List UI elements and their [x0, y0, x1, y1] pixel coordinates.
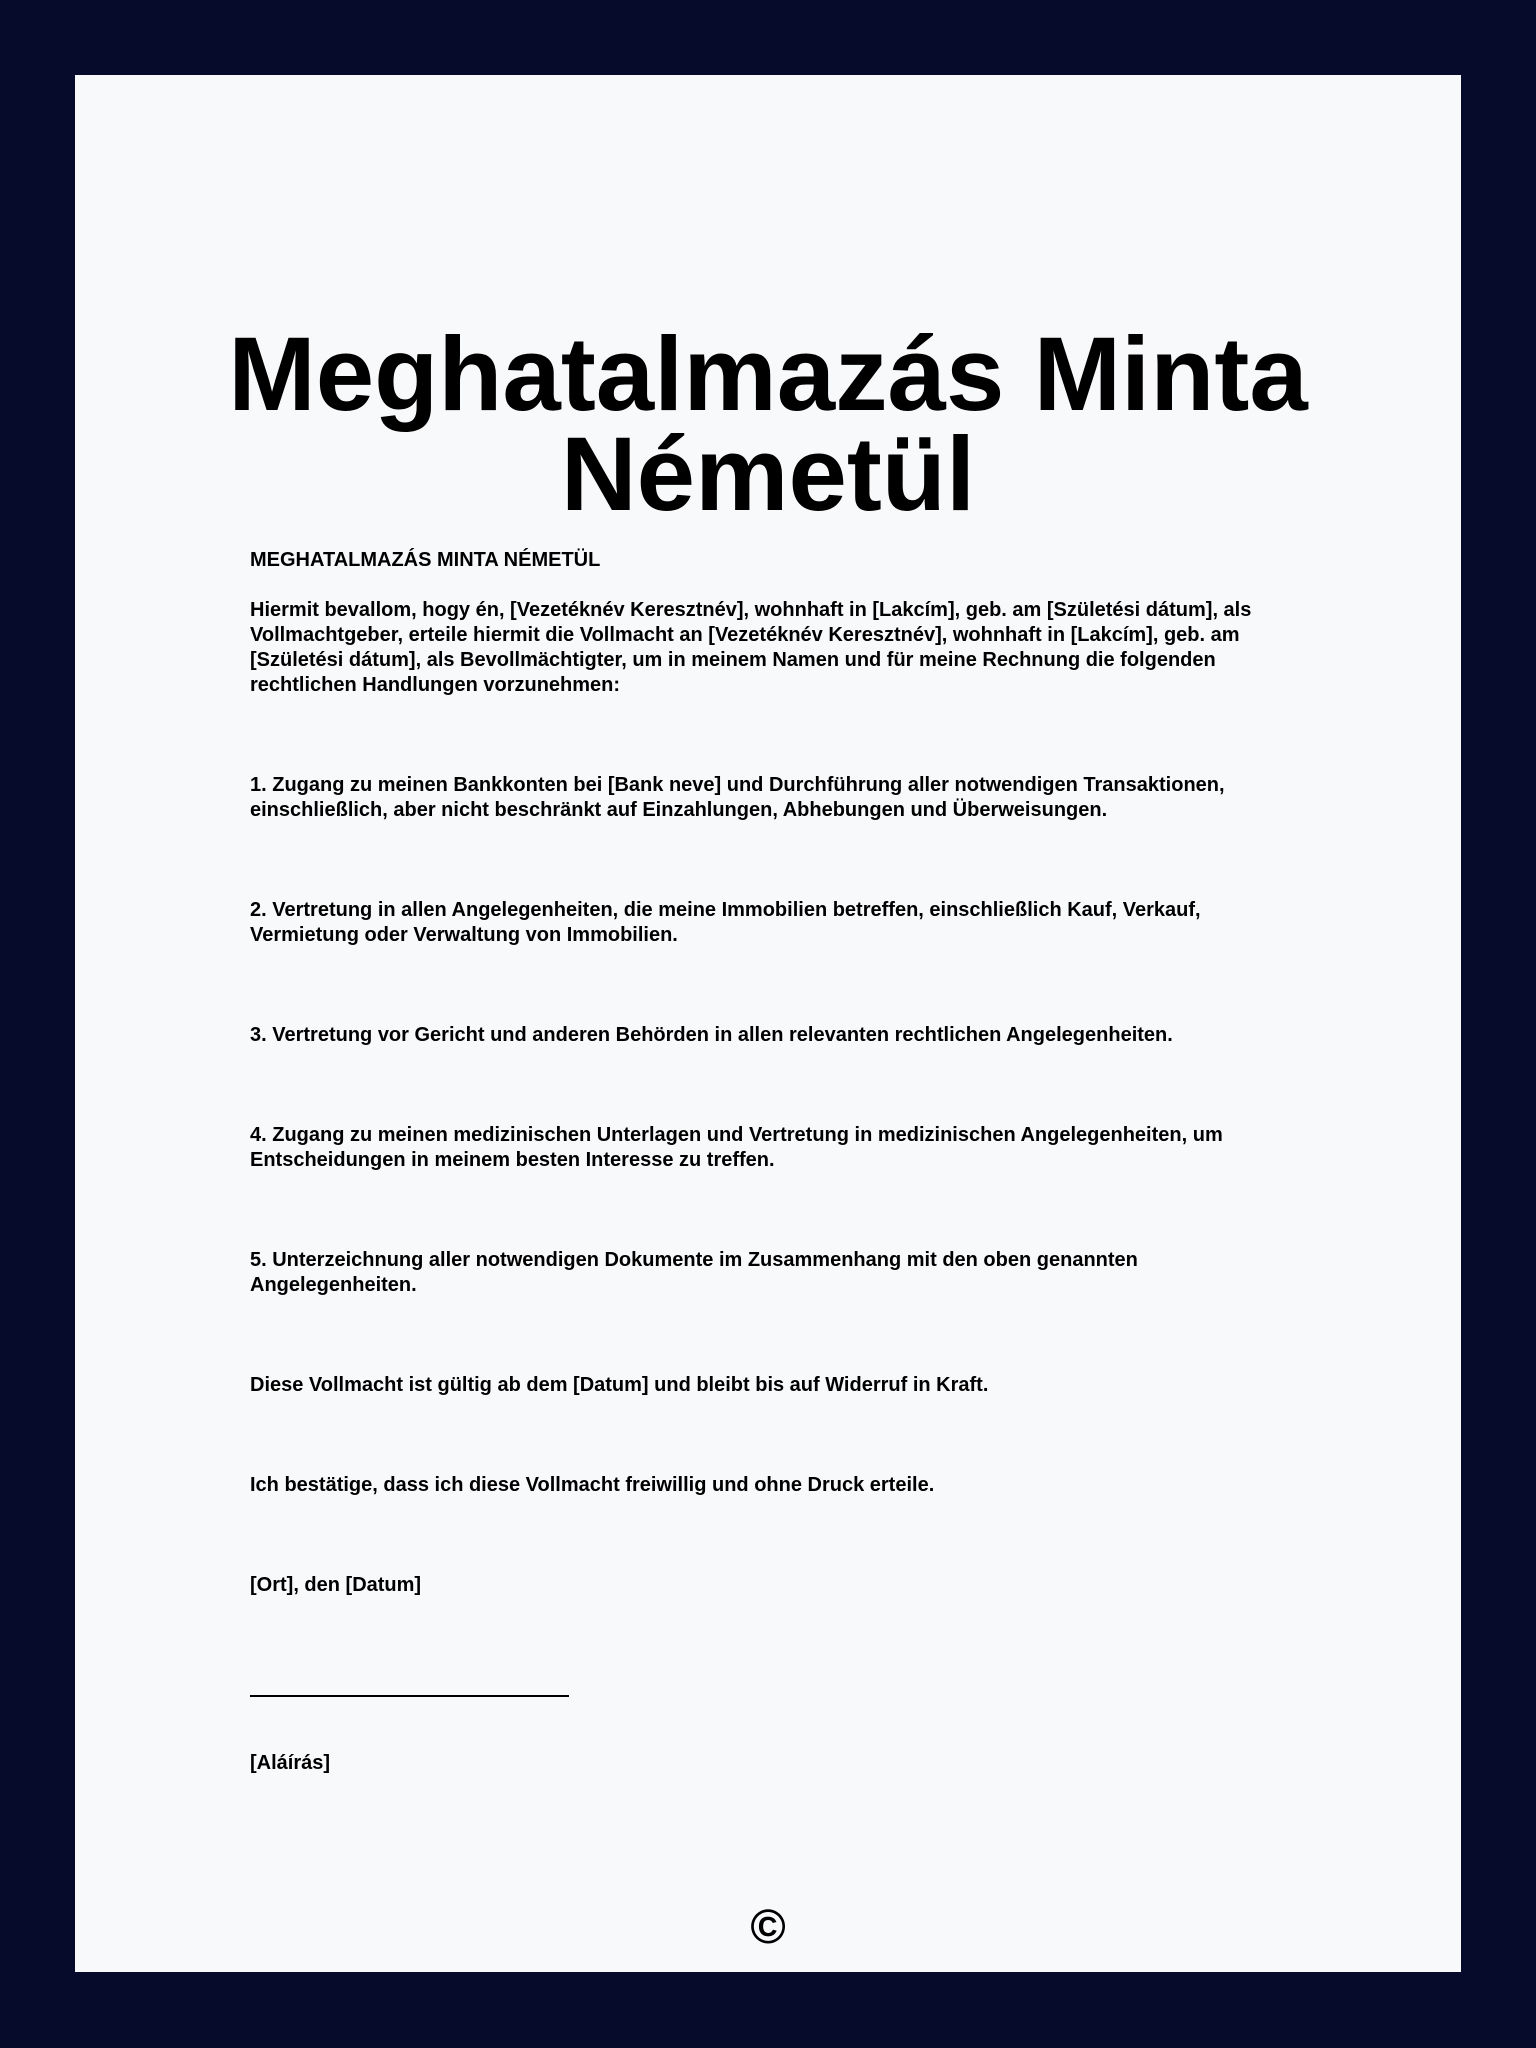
document-page	[75, 75, 1461, 1972]
signature-label: [Aláírás]	[250, 1752, 331, 1774]
document-body	[250, 548, 1300, 1598]
document-title: Meghatalmazás Minta Németül	[228, 316, 1308, 533]
list-item: 4. Zugang zu meinen medizinischen Unterlagen und Vertretung in medizinischen Angelegenheiten, um Entscheidungen in meinem besten Interesse zu treffen.	[250, 1124, 1223, 1171]
intro-paragraph: Hiermit bevallom, hogy én, [Vezetéknév Keresztnév], wohnhaft in [Lakcím], geb. am [Születési dátum], als Vollmachtgeber, erteile hiermit die Vollmacht an [Vezetéknév Keresztnév], wohnhaft in [Lakcím], geb. am [Születési dátum], als Bevollmächtigter, um in meinem Namen und für meine Rechnung die folgenden rechtlichen Handlungen vorzunehmen:	[250, 599, 1252, 696]
copyright-icon: ©	[750, 1901, 786, 1954]
confirmation-paragraph: Ich bestätige, dass ich diese Vollmacht freiwillig und ohne Druck erteile.	[250, 1474, 935, 1496]
document-heading: MEGHATALMAZÁS MINTA NÉMETÜL	[250, 549, 601, 571]
list-item: 1. Zugang zu meinen Bankkonten bei [Bank neve] und Durchführung aller notwendigen Transaktionen, einschließlich, aber nicht beschränkt auf Einzahlungen, Abhebungen und Überweisungen.	[250, 774, 1225, 821]
list-item: 5. Unterzeichnung aller notwendigen Dokumente im Zusammenhang mit den oben genannten Angelegenheiten.	[250, 1249, 1138, 1296]
place-date-line: [Ort], den [Datum]	[250, 1574, 422, 1596]
list-item: 3. Vertretung vor Gericht und anderen Behörden in allen relevanten rechtlichen Angelegenheiten.	[250, 1024, 1173, 1046]
signature-line	[250, 1695, 569, 1697]
list-item: 2. Vertretung in allen Angelegenheiten, die meine Immobilien betreffen, einschließlich Kauf, Verkauf, Vermietung oder Verwaltung von Immobilien.	[250, 899, 1201, 946]
validity-paragraph: Diese Vollmacht ist gültig ab dem [Datum] und bleibt bis auf Widerruf in Kraft.	[250, 1374, 989, 1396]
